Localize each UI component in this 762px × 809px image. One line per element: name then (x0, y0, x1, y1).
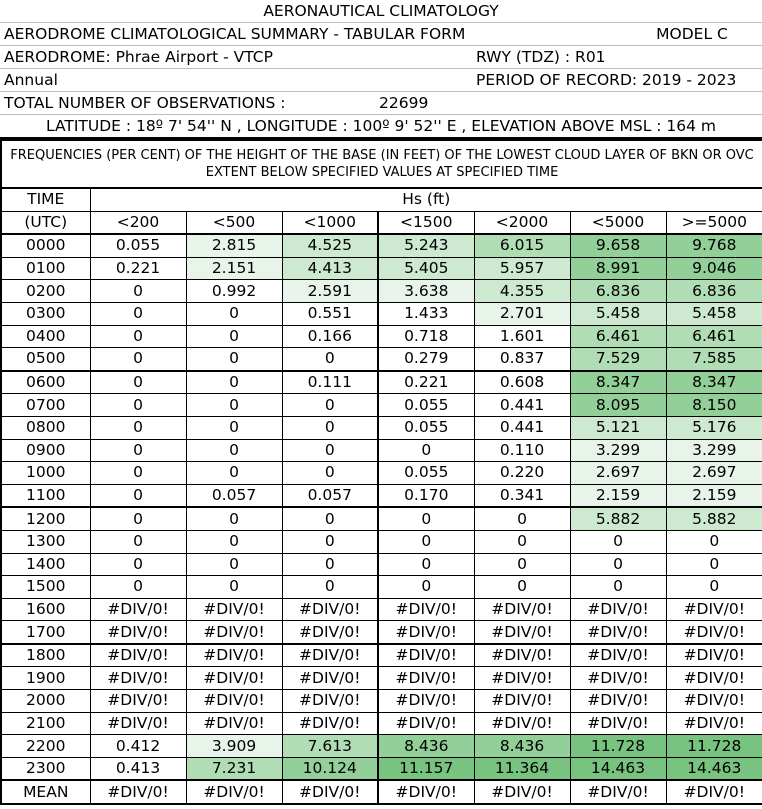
value-cell: 0 (186, 462, 282, 485)
time-unit-header: (UTC) (1, 211, 90, 234)
value-cell: 2.815 (186, 234, 282, 257)
value-cell: 0 (282, 576, 378, 599)
value-cell: 8.436 (378, 735, 474, 758)
value-cell: 0.441 (474, 416, 570, 439)
value-cell: 0 (90, 553, 186, 576)
value-cell: 2.697 (570, 462, 666, 485)
value-cell: #DIV/0! (186, 621, 282, 644)
value-cell: 5.176 (666, 416, 762, 439)
value-cell: #DIV/0! (474, 780, 570, 804)
value-cell: #DIV/0! (378, 690, 474, 713)
value-cell: #DIV/0! (666, 644, 762, 667)
value-cell: 0 (474, 507, 570, 530)
value-cell: #DIV/0! (186, 598, 282, 621)
value-cell: #DIV/0! (666, 690, 762, 713)
time-cell: 1700 (1, 621, 90, 644)
value-cell: 0 (90, 439, 186, 462)
value-cell: #DIV/0! (282, 598, 378, 621)
value-cell: 2.701 (474, 302, 570, 325)
value-cell: 0 (474, 576, 570, 599)
value-cell: 0 (90, 371, 186, 394)
value-cell: #DIV/0! (90, 780, 186, 804)
value-cell: 0.992 (186, 280, 282, 303)
value-cell: #DIV/0! (90, 690, 186, 713)
summary-title: AERODROME CLIMATOLOGICAL SUMMARY - TABULAR FORM (0, 23, 622, 46)
value-cell: 4.413 (282, 257, 378, 280)
value-cell: 0 (186, 507, 282, 530)
value-cell: #DIV/0! (570, 780, 666, 804)
value-cell: 0 (90, 484, 186, 507)
table-row (1, 394, 762, 417)
value-cell: #DIV/0! (90, 598, 186, 621)
value-cell: 6.015 (474, 234, 570, 257)
value-cell: 4.355 (474, 280, 570, 303)
value-cell: 3.299 (666, 439, 762, 462)
value-cell: 11.728 (570, 735, 666, 758)
value-cell: 3.638 (378, 280, 474, 303)
runway-label: RWY (TDZ) : R01 (472, 46, 762, 69)
value-cell: 0 (282, 553, 378, 576)
value-cell: #DIV/0! (474, 667, 570, 690)
value-cell: #DIV/0! (666, 598, 762, 621)
value-cell: 7.529 (570, 348, 666, 371)
value-cell: 0 (90, 416, 186, 439)
value-cell: 0 (474, 553, 570, 576)
value-cell: 1.601 (474, 325, 570, 348)
time-cell: 0700 (1, 394, 90, 417)
value-cell: 0 (90, 462, 186, 485)
value-cell: 0 (282, 507, 378, 530)
value-cell: 11.157 (378, 757, 474, 780)
value-cell: 0 (90, 302, 186, 325)
column-header: >=5000 (666, 211, 762, 234)
time-cell: 0400 (1, 325, 90, 348)
value-cell: 0 (186, 553, 282, 576)
value-cell: 11.728 (666, 735, 762, 758)
value-cell: 0.441 (474, 394, 570, 417)
time-cell: 0000 (1, 234, 90, 257)
value-cell: 3.299 (570, 439, 666, 462)
value-cell: 2.159 (666, 484, 762, 507)
value-cell: 5.882 (570, 507, 666, 530)
value-cell: #DIV/0! (378, 780, 474, 804)
value-cell: 0.341 (474, 484, 570, 507)
hs-header: Hs (ft) (90, 188, 762, 211)
value-cell: 11.364 (474, 757, 570, 780)
time-cell: 2300 (1, 757, 90, 780)
value-cell: 8.347 (570, 371, 666, 394)
value-cell: #DIV/0! (186, 780, 282, 804)
value-cell: 0.055 (378, 462, 474, 485)
value-cell: 0 (90, 507, 186, 530)
value-cell: 0.057 (186, 484, 282, 507)
time-cell: 1000 (1, 462, 90, 485)
value-cell: 0 (90, 325, 186, 348)
value-cell: 5.405 (378, 257, 474, 280)
time-cell: 1800 (1, 644, 90, 667)
column-header: <500 (186, 211, 282, 234)
value-cell: #DIV/0! (570, 712, 666, 735)
value-cell: 0 (282, 439, 378, 462)
value-cell: 0.111 (282, 371, 378, 394)
time-cell: 0600 (1, 371, 90, 394)
value-cell: #DIV/0! (90, 621, 186, 644)
time-cell: 0100 (1, 257, 90, 280)
table-row (1, 553, 762, 576)
period-type: Annual (0, 69, 472, 92)
value-cell: 2.697 (666, 462, 762, 485)
value-cell: 5.458 (666, 302, 762, 325)
value-cell: #DIV/0! (474, 690, 570, 713)
column-header: <200 (90, 211, 186, 234)
value-cell: 0 (666, 553, 762, 576)
value-cell: #DIV/0! (570, 598, 666, 621)
value-cell: #DIV/0! (186, 644, 282, 667)
value-cell: #DIV/0! (282, 621, 378, 644)
table-row (1, 302, 762, 325)
value-cell: 2.151 (186, 257, 282, 280)
value-cell: 0 (570, 553, 666, 576)
value-cell: #DIV/0! (474, 598, 570, 621)
value-cell: 7.585 (666, 348, 762, 371)
value-cell: #DIV/0! (570, 690, 666, 713)
time-cell: 1100 (1, 484, 90, 507)
value-cell: #DIV/0! (570, 644, 666, 667)
value-cell: 1.433 (378, 302, 474, 325)
cloud-base-table (0, 139, 762, 805)
value-cell: #DIV/0! (570, 621, 666, 644)
value-cell: 0 (666, 576, 762, 599)
value-cell: 5.957 (474, 257, 570, 280)
summary-header (0, 0, 762, 139)
value-cell: 8.347 (666, 371, 762, 394)
value-cell: 0 (570, 576, 666, 599)
value-cell: 6.836 (666, 280, 762, 303)
table-row (1, 484, 762, 507)
column-header: <5000 (570, 211, 666, 234)
value-cell: 5.882 (666, 507, 762, 530)
value-cell: #DIV/0! (666, 621, 762, 644)
value-cell: 0 (186, 416, 282, 439)
value-cell: 14.463 (666, 757, 762, 780)
value-cell: 3.909 (186, 735, 282, 758)
table-row (1, 621, 762, 644)
value-cell: 7.231 (186, 757, 282, 780)
value-cell: 0 (186, 530, 282, 553)
value-cell: 0 (186, 348, 282, 371)
time-cell: MEAN (1, 780, 90, 804)
value-cell: #DIV/0! (90, 644, 186, 667)
value-cell: 8.095 (570, 394, 666, 417)
value-cell: 0 (186, 325, 282, 348)
value-cell: #DIV/0! (282, 644, 378, 667)
value-cell: 0 (666, 530, 762, 553)
time-cell: 2100 (1, 712, 90, 735)
table-row (1, 416, 762, 439)
page-title: AERONAUTICAL CLIMATOLOGY (0, 0, 762, 23)
period-of-record: PERIOD OF RECORD: 2019 - 2023 (472, 69, 762, 92)
value-cell: 0 (282, 462, 378, 485)
time-cell: 0900 (1, 439, 90, 462)
value-cell: 0 (186, 576, 282, 599)
time-cell: 0800 (1, 416, 90, 439)
value-cell: 0.718 (378, 325, 474, 348)
value-cell: #DIV/0! (474, 644, 570, 667)
value-cell: 0 (90, 394, 186, 417)
value-cell: #DIV/0! (378, 598, 474, 621)
value-cell: 2.159 (570, 484, 666, 507)
header-row-1 (1, 188, 762, 211)
value-cell: #DIV/0! (186, 667, 282, 690)
table-row (1, 690, 762, 713)
value-cell: #DIV/0! (378, 644, 474, 667)
value-cell: #DIV/0! (90, 712, 186, 735)
value-cell: 0.412 (90, 735, 186, 758)
time-cell: 1600 (1, 598, 90, 621)
table-row (1, 735, 762, 758)
value-cell: 0.057 (282, 484, 378, 507)
table-row (1, 576, 762, 599)
table-row (1, 348, 762, 371)
model-label: MODEL C (622, 23, 762, 46)
value-cell: 0.837 (474, 348, 570, 371)
value-cell: 0 (378, 530, 474, 553)
value-cell: #DIV/0! (378, 712, 474, 735)
table-row (1, 439, 762, 462)
value-cell: 0 (378, 439, 474, 462)
value-cell: 14.463 (570, 757, 666, 780)
value-cell: 0 (186, 302, 282, 325)
value-cell: 0.279 (378, 348, 474, 371)
value-cell: 10.124 (282, 757, 378, 780)
time-header: TIME (1, 188, 90, 211)
value-cell: 0 (90, 530, 186, 553)
time-cell: 0500 (1, 348, 90, 371)
value-cell: 0.221 (378, 371, 474, 394)
value-cell: #DIV/0! (666, 712, 762, 735)
value-cell: #DIV/0! (282, 690, 378, 713)
aerodrome-label: AERODROME: Phrae Airport - VTCP (0, 46, 472, 69)
value-cell: 4.525 (282, 234, 378, 257)
table-row (1, 462, 762, 485)
value-cell: 0 (186, 371, 282, 394)
value-cell: 6.836 (570, 280, 666, 303)
table-row (1, 507, 762, 530)
value-cell: 0.551 (282, 302, 378, 325)
table-row (1, 598, 762, 621)
value-cell: 0 (282, 394, 378, 417)
time-cell: 2000 (1, 690, 90, 713)
header-row-2 (1, 211, 762, 234)
value-cell: 2.591 (282, 280, 378, 303)
value-cell: 5.458 (570, 302, 666, 325)
value-cell: 0 (282, 530, 378, 553)
value-cell: 0.221 (90, 257, 186, 280)
table-row (1, 234, 762, 257)
value-cell: 6.461 (666, 325, 762, 348)
value-cell: 8.991 (570, 257, 666, 280)
value-cell: 0.055 (378, 416, 474, 439)
value-cell: 0 (90, 576, 186, 599)
value-cell: 5.121 (570, 416, 666, 439)
time-cell: 1900 (1, 667, 90, 690)
table-row (1, 257, 762, 280)
value-cell: 0 (474, 530, 570, 553)
value-cell: #DIV/0! (570, 667, 666, 690)
value-cell: 0 (90, 280, 186, 303)
value-cell: #DIV/0! (378, 621, 474, 644)
table-row (1, 757, 762, 780)
time-cell: 2200 (1, 735, 90, 758)
value-cell: 6.461 (570, 325, 666, 348)
time-cell: 1400 (1, 553, 90, 576)
column-header: <2000 (474, 211, 570, 234)
value-cell: 8.436 (474, 735, 570, 758)
value-cell: #DIV/0! (474, 712, 570, 735)
value-cell: 9.768 (666, 234, 762, 257)
value-cell: 8.150 (666, 394, 762, 417)
table-description: FREQUENCIES (PER CENT) OF THE HEIGHT OF THE BASE (IN FEET) OF THE LOWEST CLOUD LAYER OF BKN OR OVC EXTENT BELOW SPECIFIED VALUES AT SPECIFIED TIME (1, 140, 762, 188)
value-cell: #DIV/0! (186, 690, 282, 713)
value-cell: 5.243 (378, 234, 474, 257)
time-cell: 0200 (1, 280, 90, 303)
table-row (1, 530, 762, 553)
table-row (1, 780, 762, 804)
total-observations-label: TOTAL NUMBER OF OBSERVATIONS : (0, 92, 375, 115)
value-cell: #DIV/0! (474, 621, 570, 644)
value-cell: 0.055 (378, 394, 474, 417)
time-cell: 1200 (1, 507, 90, 530)
value-cell: 0 (282, 348, 378, 371)
table-row (1, 325, 762, 348)
value-cell: 0 (378, 507, 474, 530)
value-cell: 0 (90, 348, 186, 371)
value-cell: 7.613 (282, 735, 378, 758)
value-cell: 0.608 (474, 371, 570, 394)
time-cell: 1300 (1, 530, 90, 553)
value-cell: #DIV/0! (666, 780, 762, 804)
table-row (1, 712, 762, 735)
value-cell: #DIV/0! (90, 667, 186, 690)
column-header: <1000 (282, 211, 378, 234)
total-observations-value: 22699 (375, 92, 472, 115)
value-cell: 0 (570, 530, 666, 553)
table-row (1, 280, 762, 303)
value-cell: #DIV/0! (282, 780, 378, 804)
value-cell: #DIV/0! (378, 667, 474, 690)
value-cell: 0.170 (378, 484, 474, 507)
value-cell: 0.220 (474, 462, 570, 485)
value-cell: 0.110 (474, 439, 570, 462)
time-cell: 0300 (1, 302, 90, 325)
value-cell: #DIV/0! (666, 667, 762, 690)
value-cell: 0.166 (282, 325, 378, 348)
value-cell: #DIV/0! (282, 712, 378, 735)
value-cell: 9.658 (570, 234, 666, 257)
value-cell: 0 (282, 416, 378, 439)
value-cell: 0 (378, 576, 474, 599)
value-cell: 9.046 (666, 257, 762, 280)
value-cell: 0 (186, 439, 282, 462)
value-cell: 0.055 (90, 234, 186, 257)
value-cell: 0 (186, 394, 282, 417)
table-row (1, 667, 762, 690)
time-cell: 1500 (1, 576, 90, 599)
value-cell: #DIV/0! (282, 667, 378, 690)
value-cell: 0 (378, 553, 474, 576)
table-row (1, 371, 762, 394)
value-cell: #DIV/0! (186, 712, 282, 735)
value-cell: 0.413 (90, 757, 186, 780)
table-row (1, 644, 762, 667)
location-line: LATITUDE : 18º 7' 54'' N , LONGITUDE : 100º 9' 52'' E , ELEVATION ABOVE MSL : 164 m (0, 115, 762, 139)
column-header: <1500 (378, 211, 474, 234)
